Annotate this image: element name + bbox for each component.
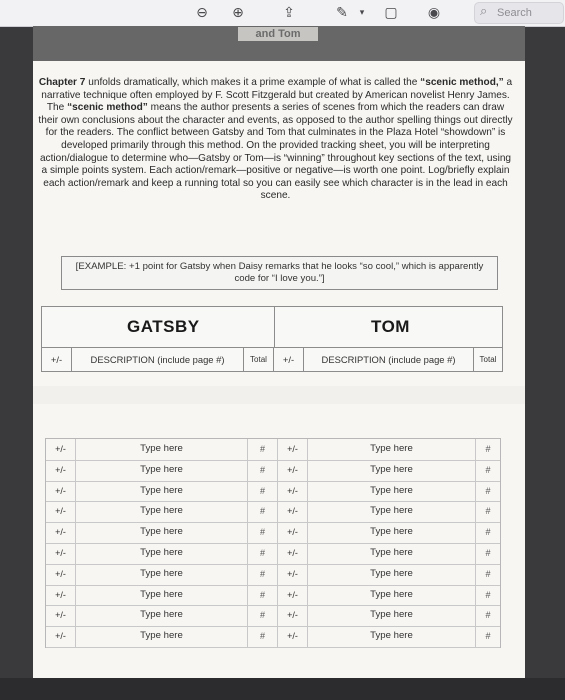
tom-description-cell[interactable]: Type here (308, 585, 476, 606)
table-row (46, 605, 500, 627)
tom-total-cell[interactable]: # (485, 527, 491, 538)
gatsby-pm-cell[interactable]: +/- (46, 626, 76, 647)
example-box: [EXAMPLE: +1 point for Gatsby when Daisy remarks that he looks “so cool,” which is apparently code for “I love you.”] (61, 256, 498, 290)
tom-description-cell[interactable]: Type here (308, 626, 476, 647)
table-row (46, 543, 500, 565)
gatsby-pm-header: +/- (42, 348, 72, 372)
tom-pm-cell[interactable]: +/- (278, 605, 308, 626)
tom-total-cell[interactable]: # (485, 631, 491, 642)
table-row (46, 501, 500, 523)
gatsby-total-cell[interactable]: # (248, 522, 278, 543)
gatsby-total-cell[interactable]: # (248, 543, 278, 564)
tom-description-cell[interactable]: Type here (308, 564, 476, 585)
tom-total-cell[interactable]: # (485, 548, 491, 558)
table-row (46, 564, 500, 586)
page-divider (33, 386, 525, 404)
gatsby-pm-cell[interactable]: +/- (46, 481, 76, 502)
tom-total-cell[interactable]: # (485, 485, 491, 496)
tom-heading: TOM (371, 317, 410, 336)
gatsby-description-cell[interactable]: Type here (76, 564, 248, 585)
search-field[interactable] (474, 2, 564, 24)
tom-pm-cell[interactable]: +/- (278, 460, 308, 481)
tom-total-cell[interactable]: # (485, 610, 491, 621)
tom-description-cell[interactable]: Type here (308, 501, 476, 522)
gatsby-pm-cell[interactable]: +/- (46, 522, 76, 543)
tom-pm-cell[interactable]: +/- (278, 585, 308, 606)
gatsby-total-cell[interactable]: # (248, 585, 278, 606)
tom-description-cell[interactable]: Type here (308, 439, 476, 460)
gatsby-description-cell[interactable]: Type here (76, 585, 248, 606)
instructions-paragraph: Chapter 7 unfolds dramatically, which makes it a prime example of what is called the “scenic method,” a narrative technique often employed by F. Scott Fitzgerald but created by American novelist Henry James. The “scenic method” means the author presents a series of scenes from which the readers can draw their own conclusions about the character and events, as opposed to the author spelling things out directly for the readers. The conflict between Gatsby and Tom that culminates in the Plaza Hotel “showdown” is developed primarily through this method. On the provided tracking sheet, you will be interpreting action/dialogue to determine who—Gatsby or Tom—is “winning” throughout key sections of the text, using a simple points system. Each action/remark—positive or negative—is worth one point. Log/briefly explain each action/remark and keep a running total so you can easily see which character is in the lead in each scene. (38, 77, 513, 202)
gatsby-total-header: Total (244, 348, 274, 372)
gatsby-pm-cell[interactable]: +/- (46, 439, 76, 460)
gatsby-pm-cell[interactable]: +/- (46, 585, 76, 606)
gatsby-description-cell[interactable]: Type here (76, 439, 248, 460)
gatsby-pm-cell[interactable]: +/- (46, 501, 76, 522)
desk-background (0, 678, 565, 700)
search-input[interactable] (497, 5, 559, 20)
tom-pm-cell[interactable]: +/- (278, 564, 308, 585)
tom-description-header: DESCRIPTION (include page #) (304, 348, 474, 372)
tom-pm-cell[interactable]: +/- (278, 543, 308, 564)
gatsby-total-cell[interactable]: # (248, 481, 278, 502)
gatsby-description-cell[interactable]: Type here (76, 605, 248, 626)
gatsby-pm-cell[interactable]: +/- (46, 564, 76, 585)
gatsby-total-cell[interactable]: # (248, 460, 278, 481)
tracking-header-table (41, 306, 503, 372)
gatsby-total-cell[interactable]: # (248, 605, 278, 626)
gatsby-total-cell[interactable]: # (248, 439, 278, 460)
gatsby-description-header: DESCRIPTION (include page #) (72, 348, 244, 372)
tom-pm-cell[interactable]: +/- (278, 481, 308, 502)
tom-total-cell[interactable]: # (485, 568, 491, 579)
table-row (46, 460, 500, 482)
gatsby-total-cell[interactable]: # (248, 501, 278, 522)
tom-description-cell[interactable]: Type here (308, 605, 476, 626)
tom-total-cell[interactable]: # (485, 589, 491, 600)
tom-description-cell[interactable]: Type here (308, 543, 476, 564)
gatsby-description-cell[interactable]: Type here (76, 522, 248, 543)
gatsby-description-cell[interactable]: Type here (76, 626, 248, 647)
gatsby-description-cell[interactable]: Type here (76, 543, 248, 564)
tom-description-cell[interactable]: Type here (308, 522, 476, 543)
gatsby-total-cell[interactable]: # (248, 564, 278, 585)
gatsby-description-cell[interactable]: Type here (76, 501, 248, 522)
search-icon: ⌕ (480, 4, 488, 19)
tom-description-cell[interactable]: Type here (308, 481, 476, 502)
zoom-out-icon[interactable]: ⊖ (196, 5, 208, 21)
tom-total-cell[interactable]: # (485, 444, 491, 454)
table-row (46, 522, 500, 544)
viewer-toolbar (0, 0, 565, 27)
table-row (46, 626, 500, 648)
gatsby-heading: GATSBY (127, 317, 200, 336)
tom-pm-cell[interactable]: +/- (278, 626, 308, 647)
tom-pm-cell[interactable]: +/- (278, 501, 308, 522)
window-icon[interactable]: ▢ (384, 5, 398, 21)
gatsby-pm-cell[interactable]: +/- (46, 543, 76, 564)
tom-total-header: Total (479, 355, 497, 364)
markup-pen-icon[interactable]: ✎ (336, 5, 348, 21)
table-row (46, 439, 500, 461)
table-row (46, 585, 500, 607)
tracking-grid (45, 438, 501, 648)
share-icon[interactable]: ⇪ (283, 5, 295, 21)
tom-total-cell[interactable]: # (485, 464, 491, 475)
tom-pm-cell[interactable]: +/- (278, 439, 308, 460)
tom-total-cell[interactable]: # (485, 506, 491, 517)
tom-description-cell[interactable]: Type here (308, 460, 476, 481)
gatsby-pm-cell[interactable]: +/- (46, 460, 76, 481)
gatsby-pm-cell[interactable]: +/- (46, 605, 76, 626)
tom-pm-header: +/- (274, 348, 304, 372)
title-banner (33, 26, 525, 61)
annotate-circle-icon[interactable]: ◉ (427, 5, 441, 21)
column-header-row (42, 347, 502, 372)
table-row (46, 481, 500, 503)
gatsby-description-cell[interactable]: Type here (76, 481, 248, 502)
banner-title: and Tom (238, 27, 318, 41)
gatsby-description-cell[interactable]: Type here (76, 460, 248, 481)
document-page (33, 26, 525, 678)
chapter-label: Chapter 7 (38, 77, 86, 88)
gatsby-total-cell[interactable]: # (248, 626, 278, 647)
chevron-down-icon[interactable]: ▾ (359, 8, 365, 18)
zoom-in-icon[interactable]: ⊕ (232, 5, 244, 21)
tom-pm-cell[interactable]: +/- (278, 522, 308, 543)
